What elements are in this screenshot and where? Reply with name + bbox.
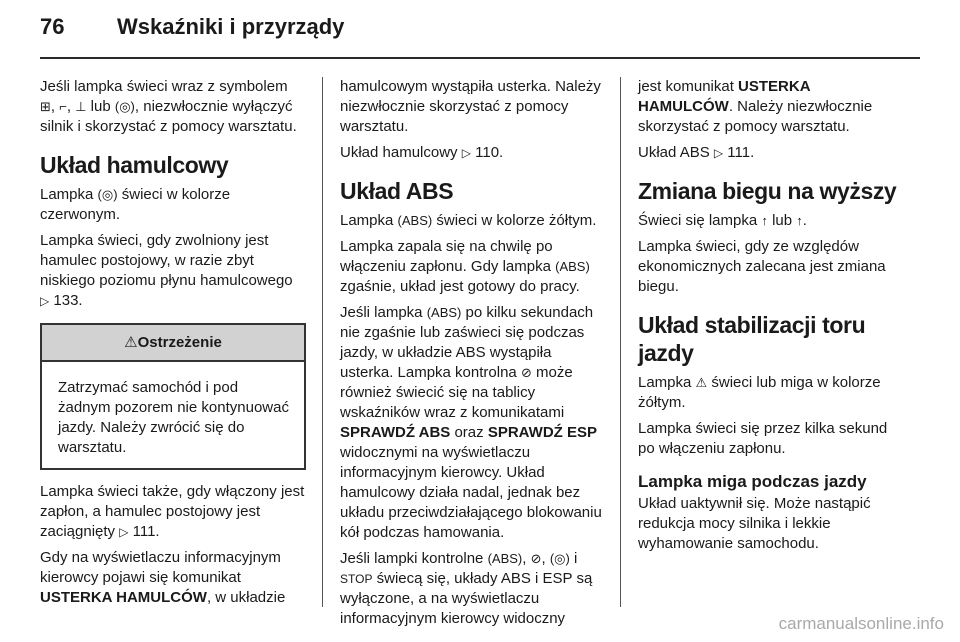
paragraph-brake-conditions: Lampka świeci, gdy zwolniony jest hamulec postojowy, w razie zbyt niskiego poziomu płynu hamulcowego ▷ 133. (40, 232, 293, 309)
paragraph-parking-brake: Lampka świeci także, gdy włączony jest zapłon, a hamulec postojowy jest zaciągnięty ▷ 111. (40, 483, 305, 540)
paragraph-brake-lamp: Lampka (◎) świeci w kolorze czerwonym. (40, 186, 231, 223)
heading-upshift: Zmiana biegu na wyższy (638, 178, 897, 204)
page-reference-link[interactable]: 111. (727, 144, 755, 161)
warning-box (40, 323, 306, 470)
page-reference-link[interactable]: 133. (53, 292, 83, 309)
abs-icon: (ABS) (426, 305, 462, 320)
column-divider (322, 77, 323, 607)
brake-icon: (◎) (97, 187, 118, 202)
paragraph-abs-esp-off: Jeśli lampki kontrolne (ABS), ⊘, (◎) i STOP świecą się, układy ABS i ESP są wyłączone, a na wyświetlaczu informacyjnym kierowcy widoczny (340, 550, 593, 627)
upshift-icon: ↑ (761, 213, 768, 228)
warning-text: Zatrzymać samochód i pod żadnym pozorem nie kontynuować jazdy. Należy zwrócić się do warsztatu. (58, 379, 289, 456)
battery-icon: ⊞ (40, 99, 51, 114)
column-3 (638, 77, 908, 560)
brake-icon: (◎) (114, 99, 135, 114)
esp-off-icon: ⊘ (520, 365, 532, 380)
warning-header (42, 325, 304, 362)
header-rule (40, 57, 920, 59)
page-title: Wskaźniki i przyrządy (117, 14, 345, 39)
stop-icon: STOP (340, 572, 373, 586)
paragraph-abs-lamp: Lampka (ABS) świeci w kolorze żółtym. (340, 212, 597, 229)
paragraph-upshift-lamp: Świeci się lampka ↑ lub ↑. (638, 212, 807, 229)
paragraph-abs-ref: Układ ABS ▷ 111. (638, 144, 755, 161)
paragraph-brake-fault: hamulcowym wystąpiła usterka. Należy niezwłocznie skorzystać z pomocy warsztatu. (340, 78, 601, 135)
paragraph-display-message: Gdy na wyświetlaczu informacyjnym kierowcy pojawi się komunikat USTERKA HAMULCÓW, w układzie (40, 549, 286, 606)
abs-icon: (ABS) (555, 259, 590, 274)
arrow-icon: ▷ (119, 525, 129, 539)
page-reference-link[interactable]: 110. (475, 144, 504, 161)
brake-icon: (◎) (549, 551, 570, 566)
arrow-icon: ▷ (461, 146, 471, 160)
warning-icon: ⚠ (124, 334, 138, 351)
page-number: 76 (40, 14, 65, 39)
arrow-icon: ▷ (713, 146, 724, 160)
column-divider (620, 77, 621, 607)
warning-title: Ostrzeżenie (137, 334, 222, 351)
upshift-icon: ↑ (796, 213, 803, 228)
paragraph-esp-ignition: Lampka świeci się przez kilka sekund po włączeniu zapłonu. (638, 420, 888, 457)
paragraph-esp-lamp: Lampka ⚠ świeci lub miga w kolorze żółtym. (638, 374, 881, 411)
arrow-icon: ▷ (40, 294, 50, 308)
esp-icon: ⚠ (695, 375, 708, 390)
paragraph-abs-ignition: Lampka zapala się na chwilę po włączeniu zapłonu. Gdy lampka (ABS) zgaśnie, układ jest gotowy do pracy. (340, 238, 590, 295)
page-reference-link[interactable]: 111. (132, 523, 160, 540)
column-2 (340, 77, 608, 635)
oil-pressure-icon: ⌐ (59, 99, 67, 114)
heading-esp-blink: Lampka miga podczas jazdy (638, 472, 867, 491)
watermark: carmanualsonline.info (778, 614, 944, 633)
heading-esp: Układ stabilizacji toru jazdy (638, 312, 866, 366)
column-1 (40, 77, 306, 614)
paragraph-brake-ref: Układ hamulcowy ▷ 110. (340, 144, 504, 161)
paragraph-brake-message: jest komunikat USTERKA HAMULCÓW. Należy niezwłocznie skorzystać z pomocy warsztatu. (638, 78, 873, 135)
heading-abs: Układ ABS (340, 178, 454, 204)
esp-off-icon: ⊘ (530, 551, 542, 566)
paragraph-abs-fault: Jeśli lampka (ABS) po kilku sekundach nie zgaśnie lub zaświeci się podczas jazdy, w układzie ABS wystąpiła usterka. Lampka kontrolna ⊘ może również świecić się na tablicy wskaźników wraz z komunikatami SPRAWDŹ ABS oraz SPRAWDŹ ESP widocznymi na wyświetlaczu informacyjnym kierowcy. Układ hamulcowy działa nadal, jednak bez układu przeciwdziałającego blokowaniu kół podczas hamowania. (340, 304, 602, 541)
paragraph-warning-symbols: Jeśli lampka świeci wraz z symbolem ⊞, ⌐, ⊥ lub (◎), niezwłocznie wyłączyć silnik i skorzystać z pomocy warsztatu. (40, 78, 297, 135)
abs-icon: (ABS) (487, 551, 523, 566)
coolant-temperature-icon: ⊥ (75, 99, 87, 114)
abs-icon: (ABS) (397, 213, 433, 228)
paragraph-upshift-info: Lampka świeci, gdy ze względów ekonomicznych zalecana jest zmiana biegu. (638, 238, 886, 295)
heading-brake-system: Układ hamulcowy (40, 152, 229, 178)
paragraph-esp-active: Układ uaktywnił się. Może nastąpić redukcja mocy silnika i lekkie wyhamowanie samochodu. (638, 495, 871, 552)
page-header (40, 14, 920, 48)
